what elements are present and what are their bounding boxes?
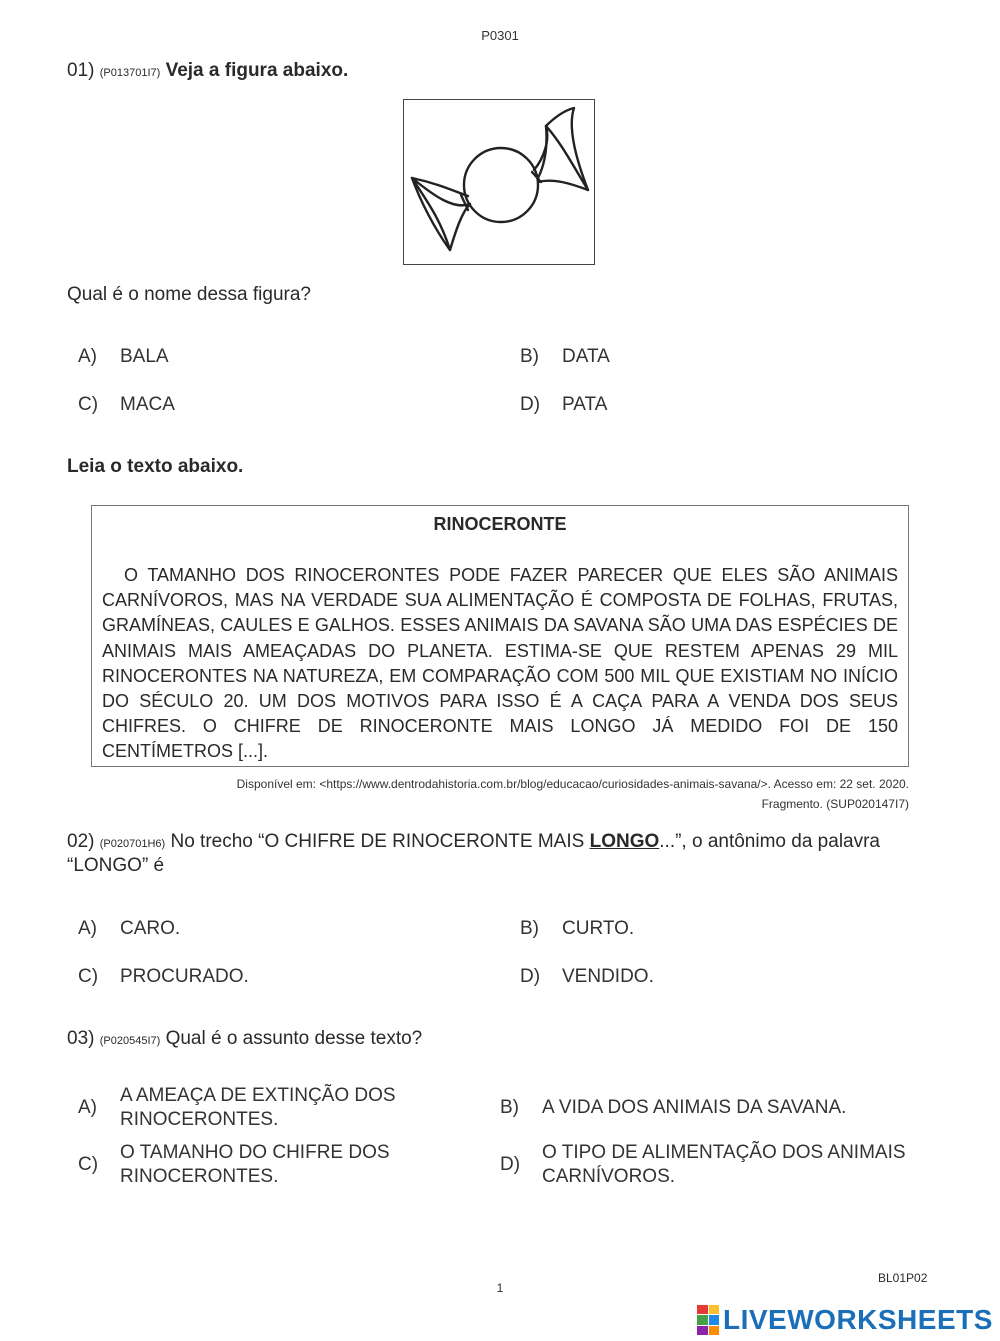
q1-number: 01) (67, 60, 95, 81)
option-text: BALA (120, 346, 169, 367)
candy-figure-box (403, 99, 595, 265)
q3-question: Qual é o assunto desse texto? (165, 1028, 423, 1049)
option-letter: D) (500, 1154, 521, 1175)
option-text: VENDIDO. (562, 966, 654, 987)
q2-text-before: No trecho “O CHIFRE DE RINOCERONTE MAIS (170, 831, 590, 852)
q1-code: (P013701I7) (99, 67, 161, 79)
header-code: P0301 (481, 28, 519, 43)
q2-number: 02) (67, 831, 95, 852)
reading-instruction: Leia o texto abaixo. (67, 456, 244, 477)
option-line-2: RINOCERONTES. (120, 1109, 279, 1130)
q2-option-b[interactable] (520, 918, 634, 940)
q1-prompt: Veja a figura abaixo. (165, 60, 349, 81)
page-number: 1 (496, 1281, 504, 1295)
option-line-1: O TAMANHO DO CHIFRE DOS (120, 1142, 390, 1163)
option-line-1: A VIDA DOS ANIMAIS DA SAVANA. (542, 1097, 847, 1118)
option-letter: C) (78, 394, 99, 415)
q2-line2: “LONGO” é (67, 855, 165, 876)
option-letter: A) (78, 918, 97, 939)
option-letter: B) (520, 346, 539, 367)
q2-option-a[interactable] (78, 918, 180, 940)
footer-code: BL01P02 (878, 1271, 928, 1285)
q1-option-d[interactable] (520, 394, 607, 416)
option-letter: C) (78, 966, 99, 987)
q2-option-c[interactable] (78, 966, 249, 988)
option-text: PROCURADO. (120, 966, 249, 987)
option-line-1: A AMEAÇA DE EXTINÇÃO DOS (120, 1085, 396, 1106)
option-letter: A) (78, 1097, 97, 1118)
reading-text-box (91, 505, 909, 767)
q2-option-d[interactable] (520, 966, 654, 988)
option-letter: B) (500, 1097, 519, 1118)
option-line-1: O TIPO DE ALIMENTAÇÃO DOS ANIMAIS (542, 1142, 906, 1163)
source-line-1: Disponível em: <https://www.dentrodahistoria.com.br/blog/educacao/curiosidades-animais-savana/>. Acesso em: 22 set. 2020. (236, 777, 909, 791)
option-text: DATA (562, 346, 610, 367)
q1-option-a[interactable] (78, 346, 169, 368)
q3-option-d[interactable] (500, 1141, 962, 1189)
q3-option-a[interactable] (78, 1084, 460, 1132)
option-line-2: CARNÍVOROS. (542, 1166, 676, 1187)
q1-option-b[interactable] (520, 346, 610, 368)
option-line-2: RINOCERONTES. (120, 1166, 279, 1187)
q2-code: (P020701H6) (99, 838, 166, 850)
q3-number: 03) (67, 1028, 95, 1049)
option-letter: A) (78, 346, 97, 367)
reading-title: RINOCERONTE (433, 514, 567, 534)
q2-prompt (67, 831, 947, 853)
q1-prompt-line (67, 60, 348, 82)
liveworksheets-logo[interactable] (697, 1303, 993, 1337)
option-text: PATA (562, 394, 608, 415)
q3-option-c[interactable] (78, 1141, 460, 1189)
option-text: CURTO. (562, 918, 635, 939)
q2-text-after: ...”, o antônimo da palavra (659, 831, 881, 852)
option-text: MACA (120, 394, 175, 415)
q3-code: (P020545I7) (99, 1035, 161, 1047)
option-text: CARO. (120, 918, 181, 939)
source-line-2: Fragmento. (SUP020147I7) (761, 797, 909, 811)
q3-option-b[interactable] (500, 1096, 942, 1120)
option-letter: C) (78, 1154, 99, 1175)
q3-prompt (67, 1028, 422, 1050)
option-letter: D) (520, 966, 541, 987)
candy-icon (404, 100, 593, 263)
option-letter: B) (520, 918, 539, 939)
reading-source (237, 774, 909, 814)
q2-highlight: LONGO (589, 831, 660, 852)
liveworksheets-logo-icon (697, 1305, 719, 1335)
reading-body: O TAMANHO DOS RINOCERONTES PODE FAZER PARECER QUE ELES SÃO ANIMAIS CARNÍVOROS, MAS NA VERDADE SUA ALIMENTAÇÃO É COMPOSTA DE FOLHAS, FRUTAS, GRAMÍNEAS, CAULES E GALHOS. ESSES ANIMAIS DA SAVANA SÃO UMA DAS ESPÉCIES DE ANIMAIS MAIS AMEAÇADAS DO PLANETA. ESTIMA-SE QUE RESTEM APENAS 29 MIL RINOCERONTES NA NATUREZA, EM COMPARAÇÃO COM 500 MIL QUE EXISTIAM NO INÍCIO DO SÉCULO 20. UM DOS MOTIVOS PARA ISSO É A CAÇA PARA A VENDA DOS SEUS CHIFRES. O CHIFRE DE RINOCERONTE MAIS LONGO JÁ MEDIDO FOI DE 150 CENTÍMETROS [...]. (102, 565, 898, 762)
q1-question: Qual é o nome dessa figura? (67, 284, 311, 305)
q1-option-c[interactable] (78, 394, 175, 416)
logo-text: LIVEWORKSHEETS (723, 1304, 993, 1335)
option-letter: D) (520, 394, 541, 415)
